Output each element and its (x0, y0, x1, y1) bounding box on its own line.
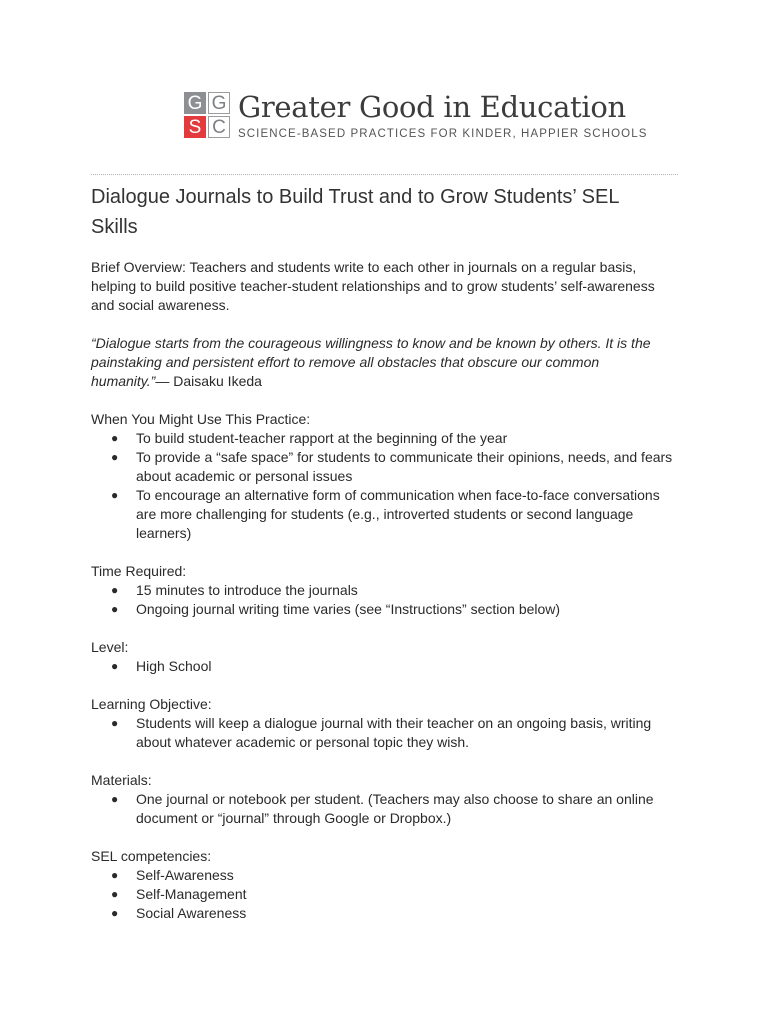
bullet-icon: ● (111, 450, 119, 464)
ggie-logo (184, 92, 647, 140)
bullet-list (91, 657, 681, 676)
logo-mark (184, 92, 230, 138)
section-heading: Level: (91, 639, 129, 655)
bullet-icon: ● (111, 906, 119, 920)
logo-letter: G (208, 92, 230, 114)
section-block (91, 638, 681, 676)
bullet-icon: ● (111, 602, 119, 616)
list-item (91, 429, 681, 448)
list-item (91, 581, 681, 600)
section-block (91, 695, 681, 752)
list-item-text: Self-Awareness (136, 867, 234, 883)
section-block (91, 847, 681, 923)
bullet-icon: ● (111, 868, 119, 882)
list-item (91, 866, 681, 885)
list-item (91, 904, 681, 923)
bullet-list (91, 714, 681, 752)
bullet-list (91, 581, 681, 619)
list-item-text: Ongoing journal writing time varies (see “Instructions” section below) (136, 601, 561, 617)
overview-paragraph: Brief Overview: Teachers and students write to each other in journals on a regular basis, helping to build positive teacher-student relationships and to grow students’ self-awareness and social awareness. (91, 259, 655, 313)
section-block (91, 771, 681, 828)
document-title: Dialogue Journals to Build Trust and to Grow Students’ SEL Skills (91, 186, 619, 238)
bullet-list (91, 866, 681, 923)
bullet-icon: ● (111, 792, 119, 806)
header-divider (91, 174, 678, 175)
list-item (91, 486, 681, 543)
quote-paragraph (91, 334, 681, 391)
list-item-text: One journal or notebook per student. (Teachers may also choose to share an online document or “journal” through Google or Dropbox.) (136, 791, 654, 826)
list-item (91, 657, 681, 676)
list-item (91, 885, 681, 904)
bullet-icon: ● (111, 488, 119, 502)
list-item-text: To provide a “safe space” for students to communicate their opinions, needs, and fears about academic or personal issues (136, 449, 673, 484)
list-item (91, 790, 681, 828)
list-item-text: To encourage an alternative form of communication when face-to-face conversations are more challenging for students (e.g., introverted students or second language learners) (136, 487, 660, 541)
bullet-icon: ● (111, 716, 119, 730)
list-item-text: Self-Management (136, 886, 247, 902)
logo-letter: S (184, 116, 206, 138)
list-item-text: Students will keep a dialogue journal with their teacher on an ongoing basis, writing about whatever academic or personal topic they wish. (136, 715, 652, 750)
section-block (91, 410, 681, 543)
bullet-list (91, 429, 681, 543)
bullet-list (91, 790, 681, 828)
practice-sections (91, 410, 681, 923)
document-body (91, 182, 681, 942)
list-item-text: 15 minutes to introduce the journals (136, 582, 358, 598)
section-heading: Materials: (91, 772, 152, 788)
logo-letter: C (208, 116, 230, 138)
list-item-text: To build student-teacher rapport at the beginning of the year (136, 430, 508, 446)
list-item (91, 600, 681, 619)
logo-letter: G (184, 92, 206, 114)
section-heading: Learning Objective: (91, 696, 212, 712)
section-heading: When You Might Use This Practice: (91, 411, 311, 427)
org-name: Greater Good in Education (238, 90, 626, 124)
list-item-text: High School (136, 658, 212, 674)
section-heading: Time Required: (91, 563, 187, 579)
bullet-icon: ● (111, 659, 119, 673)
quote-text: “Dialogue starts from the courageous willingness to know and be known by others. It is the painstaking and persistent effort to remove all obstacles that obscure our common humanity.” (91, 335, 651, 389)
list-item-text: Social Awareness (136, 905, 247, 921)
org-tagline: SCIENCE-BASED PRACTICES FOR KINDER, HAPPIER SCHOOLS (238, 128, 648, 140)
bullet-icon: ● (111, 583, 119, 597)
bullet-icon: ● (111, 887, 119, 901)
section-heading: SEL competencies: (91, 848, 212, 864)
list-item (91, 714, 681, 752)
section-block (91, 562, 681, 619)
list-item (91, 448, 681, 486)
logo-text (238, 92, 647, 140)
quote-author: — Daisaku Ikeda (155, 373, 262, 389)
bullet-icon: ● (111, 431, 119, 445)
